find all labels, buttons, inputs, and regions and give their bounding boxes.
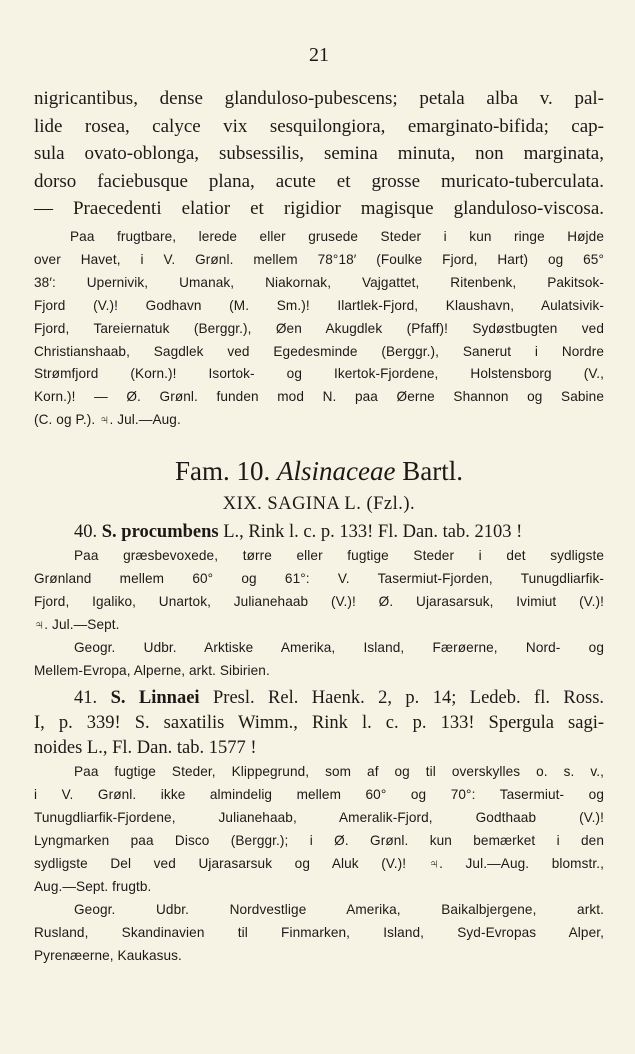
text-line: Paa græsbevoxede, tørre eller fugtige Steder i det sydligste bbox=[74, 548, 604, 563]
text-line: Tunugdliarfik-Fjordene, Julianehaab, Ameralik-Fjord, Godthaab (V.)! bbox=[34, 809, 604, 825]
species-41-heading bbox=[34, 686, 604, 761]
text-line: Paa fugtige Steder, Klippegrund, som af og til overskylles o. s. v., bbox=[74, 764, 604, 779]
species-reference: L., Rink l. c. p. 133! Fl. Dan. tab. 2103 ! bbox=[223, 522, 523, 542]
text-line: Rusland, Skandinavien til Finmarken, Island, Syd-Evropas Alper, bbox=[34, 924, 604, 940]
text-line: — Praecedenti elatior et rigidior magisque glanduloso-viscosa. bbox=[34, 198, 604, 220]
species-reference: Presl. Rel. Haenk. 2, p. 14; Ledeb. fl. Ross. bbox=[213, 688, 605, 708]
family-author: Bartl. bbox=[402, 456, 463, 486]
text-line: nigricantibus, dense glanduloso-pubescens; petala alba v. pal- bbox=[34, 88, 604, 109]
text-line: Grønland mellem 60° og 61°: V. Tasermiut-Fjorden, Tunugdliarfik- bbox=[34, 570, 604, 586]
lead-paragraph bbox=[34, 85, 604, 223]
species-number: 40. bbox=[74, 522, 98, 542]
text-line: noides L., Fl. Dan. tab. 1577 ! bbox=[34, 738, 257, 758]
text-line: dorso faciebusque plana, acute et grosse muricato-tuberculata. bbox=[34, 170, 604, 192]
family-name: Alsinaceae bbox=[277, 456, 396, 486]
family-prefix: Fam. 10. bbox=[175, 456, 271, 486]
genus-heading: XIX. SAGINA L. (Fzl.). bbox=[222, 494, 416, 514]
habitat-paragraph-1 bbox=[34, 226, 604, 432]
text-line bbox=[34, 520, 604, 545]
text-line: 38′: Upernivik, Umanak, Niakornak, Vajgattet, Ritenbenk, Pakitsok- bbox=[34, 274, 604, 290]
text-line: Christianshaab, Sagdlek ved Egedesminde (Berggr.), Sanerut i Nordre bbox=[34, 343, 604, 359]
text-line: Geogr. Udbr. Nordvestlige Amerika, Baikalbjergene, arkt. bbox=[74, 902, 604, 917]
text-line: Korn.)! — Ø. Grønl. funden mod N. paa Øerne Shannon og Sabine bbox=[34, 389, 604, 405]
text-line: I, p. 339! S. saxatilis Wimm., Rink l. c. p. 133! Spergula sagi- bbox=[34, 713, 604, 733]
species-40-heading bbox=[34, 520, 604, 545]
species-name: S. Linnaei bbox=[110, 688, 200, 708]
text-line: Strømfjord (Korn.)! Isortok- og Ikertok-Fjordene, Holstensborg (V., bbox=[34, 366, 604, 382]
page-number: 21 bbox=[309, 44, 329, 66]
species-number: 41. bbox=[74, 688, 98, 708]
text-line: Mellem-Evropa, Alperne, arkt. Sibirien. bbox=[34, 662, 270, 678]
text-line: sula ovato-oblonga, subsessilis, semina minuta, non marginata, bbox=[34, 143, 604, 165]
text-line: Fjord, Igaliko, Unartok, Julianehaab (V.)! Ø. Ujarasarsuk, Ivimiut (V.)! bbox=[34, 593, 604, 609]
text-line: Fjord (V.)! Godhavn (M. Sm.)! Ilartlek-Fjord, Klaushavn, Aulatsivik- bbox=[34, 297, 604, 313]
text-line: Geogr. Udbr. Arktiske Amerika, Island, Færøerne, Nord- og bbox=[74, 640, 604, 655]
text-line bbox=[34, 686, 604, 711]
habitat-paragraph-41 bbox=[34, 761, 604, 898]
habitat-paragraph-40 bbox=[34, 545, 604, 637]
geogr-paragraph-41 bbox=[34, 899, 604, 968]
text-line: Lyngmarken paa Disco (Berggr.); i Ø. Grønl. kun bemærket i den bbox=[34, 832, 604, 848]
geogr-paragraph-40 bbox=[34, 637, 604, 683]
text-line: Pyrenæerne, Kaukasus. bbox=[34, 947, 182, 963]
text-line: sydligste Del ved Ujarasarsuk og Aluk (V.)! ♃. Jul.—Aug. blomstr., bbox=[34, 855, 604, 871]
text-line: over Havet, i V. Grønl. mellem 78°18′ (Foulke Fjord, Hart) og 65° bbox=[34, 251, 604, 267]
text-line: lide rosea, calyce vix sesquilongiora, emarginato-bifida; cap- bbox=[34, 115, 604, 137]
text-line: Aug.—Sept. frugtb. bbox=[34, 878, 152, 894]
species-name: S. procumbens bbox=[101, 522, 219, 542]
text-line: i V. Grønl. ikke almindelig mellem 60° og 70°: Tasermiut- og bbox=[34, 786, 604, 802]
text-line: (C. og P.). ♃. Jul.—Aug. bbox=[34, 412, 181, 428]
text-line: ♃. Jul.—Sept. bbox=[34, 616, 120, 632]
text-line: Paa frugtbare, lerede eller grusede Steder i kun ringe Højde bbox=[70, 229, 604, 244]
text-line: Fjord, Tareiernatuk (Berggr.), Øen Akugdlek (Pfaff)! Sydøstbugten ved bbox=[34, 320, 604, 336]
family-heading bbox=[34, 456, 604, 487]
